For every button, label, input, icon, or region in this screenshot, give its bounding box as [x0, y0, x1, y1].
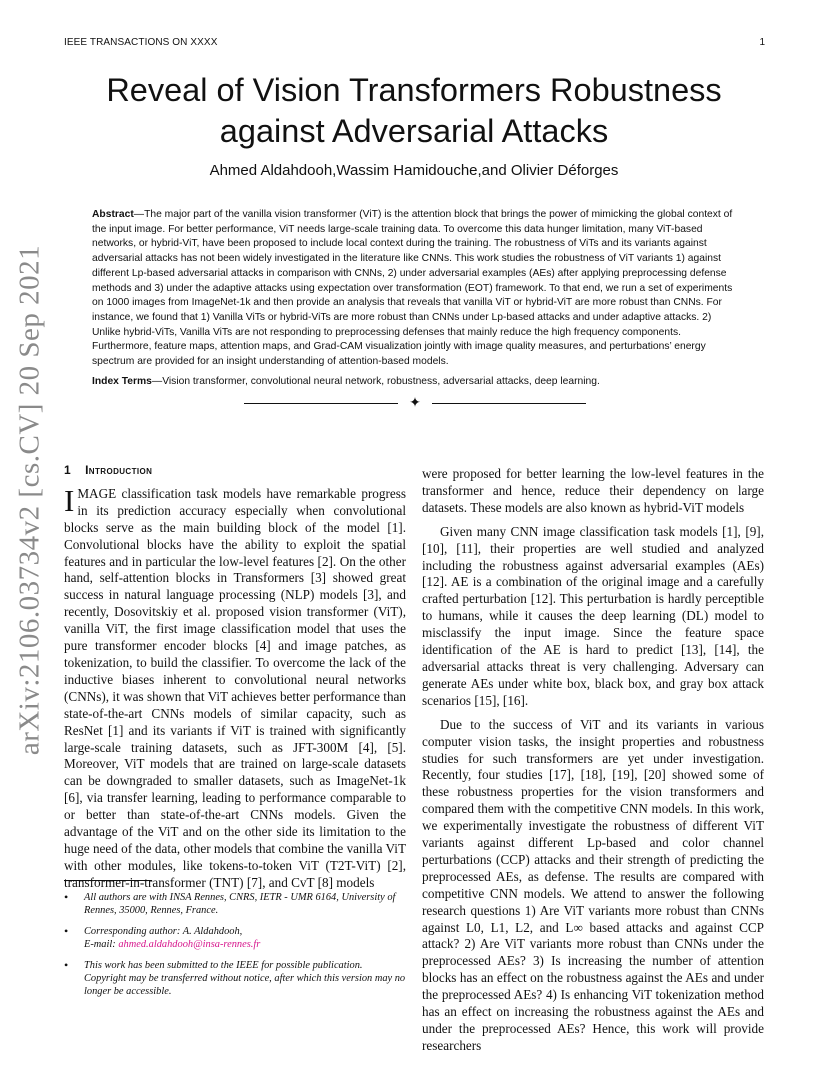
- bullet-icon: •: [64, 958, 69, 973]
- divider-line-right: [432, 403, 586, 404]
- arxiv-stamp-text: arXiv:2106.03734v2 [cs.CV] 20 Sep 2021: [13, 244, 46, 756]
- footnote-affiliation-text: All authors are with INSA Rennes, CNRS, IETR - UMR 6164, University of Rennes, 35000, Rennes, France.: [84, 892, 396, 916]
- intro-first-word: MAGE: [77, 485, 117, 501]
- left-column: [64, 462, 406, 892]
- footnotes: [64, 892, 406, 1007]
- right-paragraph-2: Given many CNN image classification task models [1], [9], [10], [11], their properties are well studied and analyzed including the robustness against adversarial examples (AEs) [12]. AE is a combination of the original image and a carefully crafted perturbation [12]. This perturbation is hardly perceptible to humans, while it causes the deep learning (DL) model to misclassify the input image. Since the feature space identification of the AE is hard to predict [13], [14], the adversarial attacks threat is very challenging. Adversary can generate AEs under white box, black box, and gray box attack scenarios [15], [16].: [422, 523, 764, 708]
- index-terms: [92, 375, 737, 389]
- paper-title: [64, 70, 764, 152]
- section-heading: [64, 462, 406, 479]
- divider-star-icon: ✦: [409, 396, 421, 411]
- footnote-corresponding: [64, 926, 406, 951]
- author-list: Ahmed Aldahdooh,Wassim Hamidouche,and Olivier Déforges: [209, 162, 619, 179]
- paper-title-line2: against Adversarial Attacks: [219, 113, 609, 149]
- footnote-corresponding-text: Corresponding author: A. Aldahdooh,: [84, 926, 243, 938]
- index-terms-text: —Vision transformer, convolutional neural network, robustness, adversarial attacks, deep learning.: [151, 376, 600, 387]
- footnote-copyright: [64, 960, 406, 998]
- bullet-icon: •: [64, 890, 69, 904]
- bullet-icon: •: [64, 924, 69, 939]
- section-number: 1: [64, 463, 72, 477]
- footnote-email-label: E-mail:: [84, 938, 119, 950]
- right-paragraph-3: Due to the success of ViT and its variants in various computer vision tasks, the insight properties and robustness studies for such transformers are yet under investigation. Recently, four studies [17], [18], [19], [20] showed some of these robustness properties for the vision transformers and compared them with the competitive CNN models. In this work, we experimentally investigate the robustness of different ViT variants against different Lp-based and color channel perturbations (CCP) attacks and their strength of predicting the preprocessed AEs, as defense. The results are compared with competitive CNN models. We attend to answer the following research questions 1) Are ViT variants more robust than CNNs against L0, L1, L2, and L∞ based attacks and against CCP attack? 2) Are ViT variants more robust than CNNs under the preprocessed AEs? 3) Is increasing the number of attention blocks has an effect on the robustness against the AEs and under the preprocessed AEs? 4) Is enhancing ViT tokenization method has an effect on increasing the robustness against the AEs and under the preprocessed AEs? Hence, this work will provide researchers: [422, 716, 764, 1053]
- intro-paragraph-1-text: classification task models have remarkable progress in its prediction accuracy especially when convolutional blocks serve as the main building block of the model [1]. Convolutional blocks have the ability to exploit the spatial features and in particular the low-level features [2]. On the other hand, self-attention blocks in Transformers [3] showed great success in natural language processing (NLP) models [3], and recently, Dosovitskiy et al. proposed vision transformer (ViT), vanilla ViT, the first image classification model that uses the pure transformer encoder blocks [4] and image patches, as tokenization, to build the classifier. To overcome the lack of the inductive biases inherent to convolutional neural networks (CNNs), it was shown that ViT achieves better performance than state-of-the-art CNNs models of similar capacity, such as ResNet [1] and its variants if ViT is trained with significantly large-scale training datasets, such as JFT-300M [4], [5]. Moreover, ViT models that are trained on large-scale datasets can be downgraded to smaller datasets, such as ImageNet-1k [6], via transfer learning, leading to performance comparable to or better than state-of-the-art CNNs models. Given the advantage of the ViT and on the other side its limitation to the huge need of the data, other models that combine the vanilla ViT with other modules, like tokens-to-token ViT (T2T-ViT) [2], transformer-in-transformer (TNT) [7], and CvT [8] models: [64, 485, 406, 890]
- footnote-affiliation: [64, 892, 406, 917]
- journal-header: IEEE TRANSACTIONS ON XXXX: [64, 37, 218, 48]
- section-title: Introduction: [85, 463, 153, 477]
- abstract-text: —The major part of the vanilla vision transformer (ViT) is the attention block that brings the power of mimicking the global context of the input image. For better performance, ViT needs large-scale training data. To overcome this data hunger limitation, many ViT-based networks, or hybrid-ViT, have been proposed to include local context during the training. The robustness of ViTs and its variants against adversarial attacks has not been widely investigated in the literature like CNNs. This work studies the robustness of ViT variants 1) against different Lp-based adversarial attacks in comparison with CNNs, 2) under adversarial examples (AEs) after applying preprocessing defense methods and 3) under the adaptive attacks using expectation over transformation (EOT) framework. To that end, we run a set of experiments on 1000 images from ImageNet-1k and then provide an analysis that reveals that vanilla ViT or hybrid-ViT are more robust than CNNs. For instance, we found that 1) Vanilla ViTs or hybrid-ViTs are more robust than CNNs under Lp-based attacks and under adaptive attacks. 2) Unlike hybrid-ViTs, Vanilla ViTs are not responding to preprocessing defenses that mainly reduce the high frequency components. Furthermore, feature maps, attention maps, and Grad-CAM visualization jointly with image quality measures, and perturbations’ energy spectrum are provided for an insight understanding of attention-based models.: [92, 209, 733, 368]
- dropcap-letter: I: [64, 482, 75, 518]
- footnote-copyright-text: This work has been submitted to the IEEE for possible publication. Copyright may be transferred without notice, after which this version may no longer be accessible.: [84, 960, 406, 997]
- paper-title-line1: Reveal of Vision Transformers Robustness: [106, 72, 722, 108]
- footnote-rule: [64, 880, 152, 881]
- abstract: [92, 208, 737, 370]
- email-link[interactable]: ahmed.aldahdooh@insa-rennes.fr: [118, 938, 261, 950]
- right-column: [422, 466, 764, 1055]
- right-paragraph-1: were proposed for better learning the low-level features in the transformer and hence, reduce their dependency on large datasets. These models are also known as hybrid-ViT models: [422, 466, 764, 515]
- divider-line-left: [244, 403, 398, 404]
- page-number: 1: [759, 37, 765, 48]
- intro-paragraph-1: [64, 482, 406, 892]
- section-divider: [244, 396, 586, 412]
- index-terms-label: Index Terms: [92, 376, 152, 387]
- arxiv-stamp: [8, 244, 52, 756]
- abstract-label: Abstract: [92, 209, 134, 220]
